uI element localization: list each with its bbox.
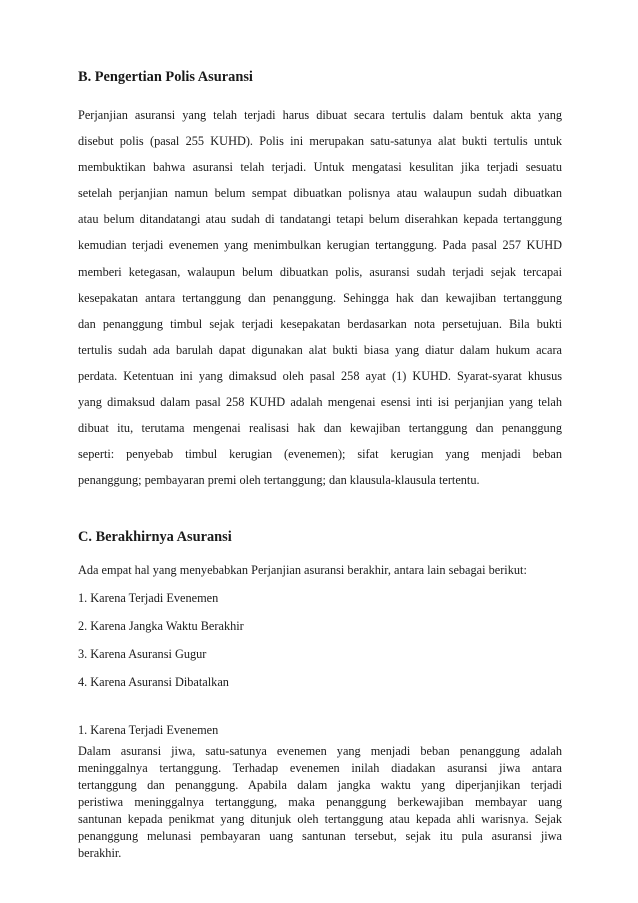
paragraph-line: Dalam asuransi jiwa, satu-satunya evenemen yang menjadi beban penanggung adalah [78,744,562,759]
subsection-paragraph [78,743,562,862]
paragraph-line: Perjanjian asuransi yang telah terjadi harus dibuat secara tertulis dalam bentuk akta yang [78,108,562,122]
section-c-intro: Ada empat hal yang menyebabkan Perjanjian asuransi berakhir, antara lain sebagai berikut: [78,563,527,578]
paragraph-line: dibuat itu, terutama mengenai realisasi hak dan kewajiban tertanggung dan penanggung [78,421,562,436]
paragraph-line: santunan kepada penikmat yang ditunjuk oleh tertanggung atau kepada ahli warisnya. Sejak [78,812,562,827]
document-content [78,67,562,862]
paragraph-line: memberi ketegasan, walaupun belum dibuatkan polis, asuransi sudah terjadi sejak tercapai [78,264,562,279]
paragraph-line: seperti: penyebab timbul kerugian (evenemen); sifat kerugian yang menjadi beban [78,447,562,462]
paragraph-line: tertanggung dan penanggung. Apabila dalam jangka waktu yang diperjanjikan terjadi [78,778,562,793]
paragraph-line: kemudian terjadi evenemen yang menimbulkan kerugian tertanggung. Pada pasal 257 KUHD [78,238,562,253]
list-item: 2. Karena Jangka Waktu Berakhir [78,619,244,634]
paragraph-line: atau belum ditandatangi atau sudah di tandatangi tetapi belum diserahkan kepada tertanggung [78,212,562,227]
paragraph-line: disebut polis (pasal 255 KUHD). Polis ini merupakan satu-satunya alat bukti tertulis untuk [78,134,562,149]
section-c-heading: C. Berakhirnya Asuransi [78,529,232,546]
subsection-title: 1. Karena Terjadi Evenemen [78,723,219,738]
paragraph-line: dan penanggung timbul sejak terjadi kesepakatan berdasarkan nota persetujuan. Bila bukti [78,316,562,331]
list-item: 3. Karena Asuransi Gugur [78,647,207,662]
list-item: 4. Karena Asuransi Dibatalkan [78,675,229,690]
list-item: 1. Karena Terjadi Evenemen [78,591,219,606]
paragraph-line: yang dimaksud dalam pasal 258 KUHD adalah mengenai esensi inti isi perjanjian yang telah [78,395,562,410]
paragraph-line: penanggung melunasi pembayaran uang santunan tersebut, sejak itu pula asuransi jiwa [78,829,562,844]
paragraph-line: tertulis sudah ada barulah dapat digunakan alat bukti biasa yang diatur dalam hukum acara [78,342,562,357]
paragraph-line: kesepakatan antara tertanggung dan penanggung. Sehingga hak dan kewajiban tertanggung [78,290,562,305]
paragraph-line: setelah perjanjian namun belum sempat dibuatkan polisnya atau walaupun sudah dibuatkan [78,186,562,201]
paragraph-line: peristiwa meninggalnya tertanggung, maka penanggung berkewajiban membayar uang [78,795,562,810]
paragraph-line: penanggung; pembayaran premi oleh tertanggung; dan klausula-klausula tertentu. [78,473,480,488]
section-b-heading: B. Pengertian Polis Asuransi [78,69,253,85]
paragraph-line: berakhir. [78,846,122,861]
paragraph-line: meninggalnya tertanggung. Terhadap evenemen inilah diadakan asuransi jiwa antara [78,761,562,776]
section-b-paragraph [78,102,562,493]
paragraph-line: perdata. Ketentuan ini yang dimaksud oleh pasal 258 ayat (1) KUHD. Syarat-syarat khusus [78,368,562,383]
paragraph-line: membuktikan bahwa asuransi telah terjadi. Untuk mengatasi kesulitan jika terjadi sesuatu [78,160,562,175]
